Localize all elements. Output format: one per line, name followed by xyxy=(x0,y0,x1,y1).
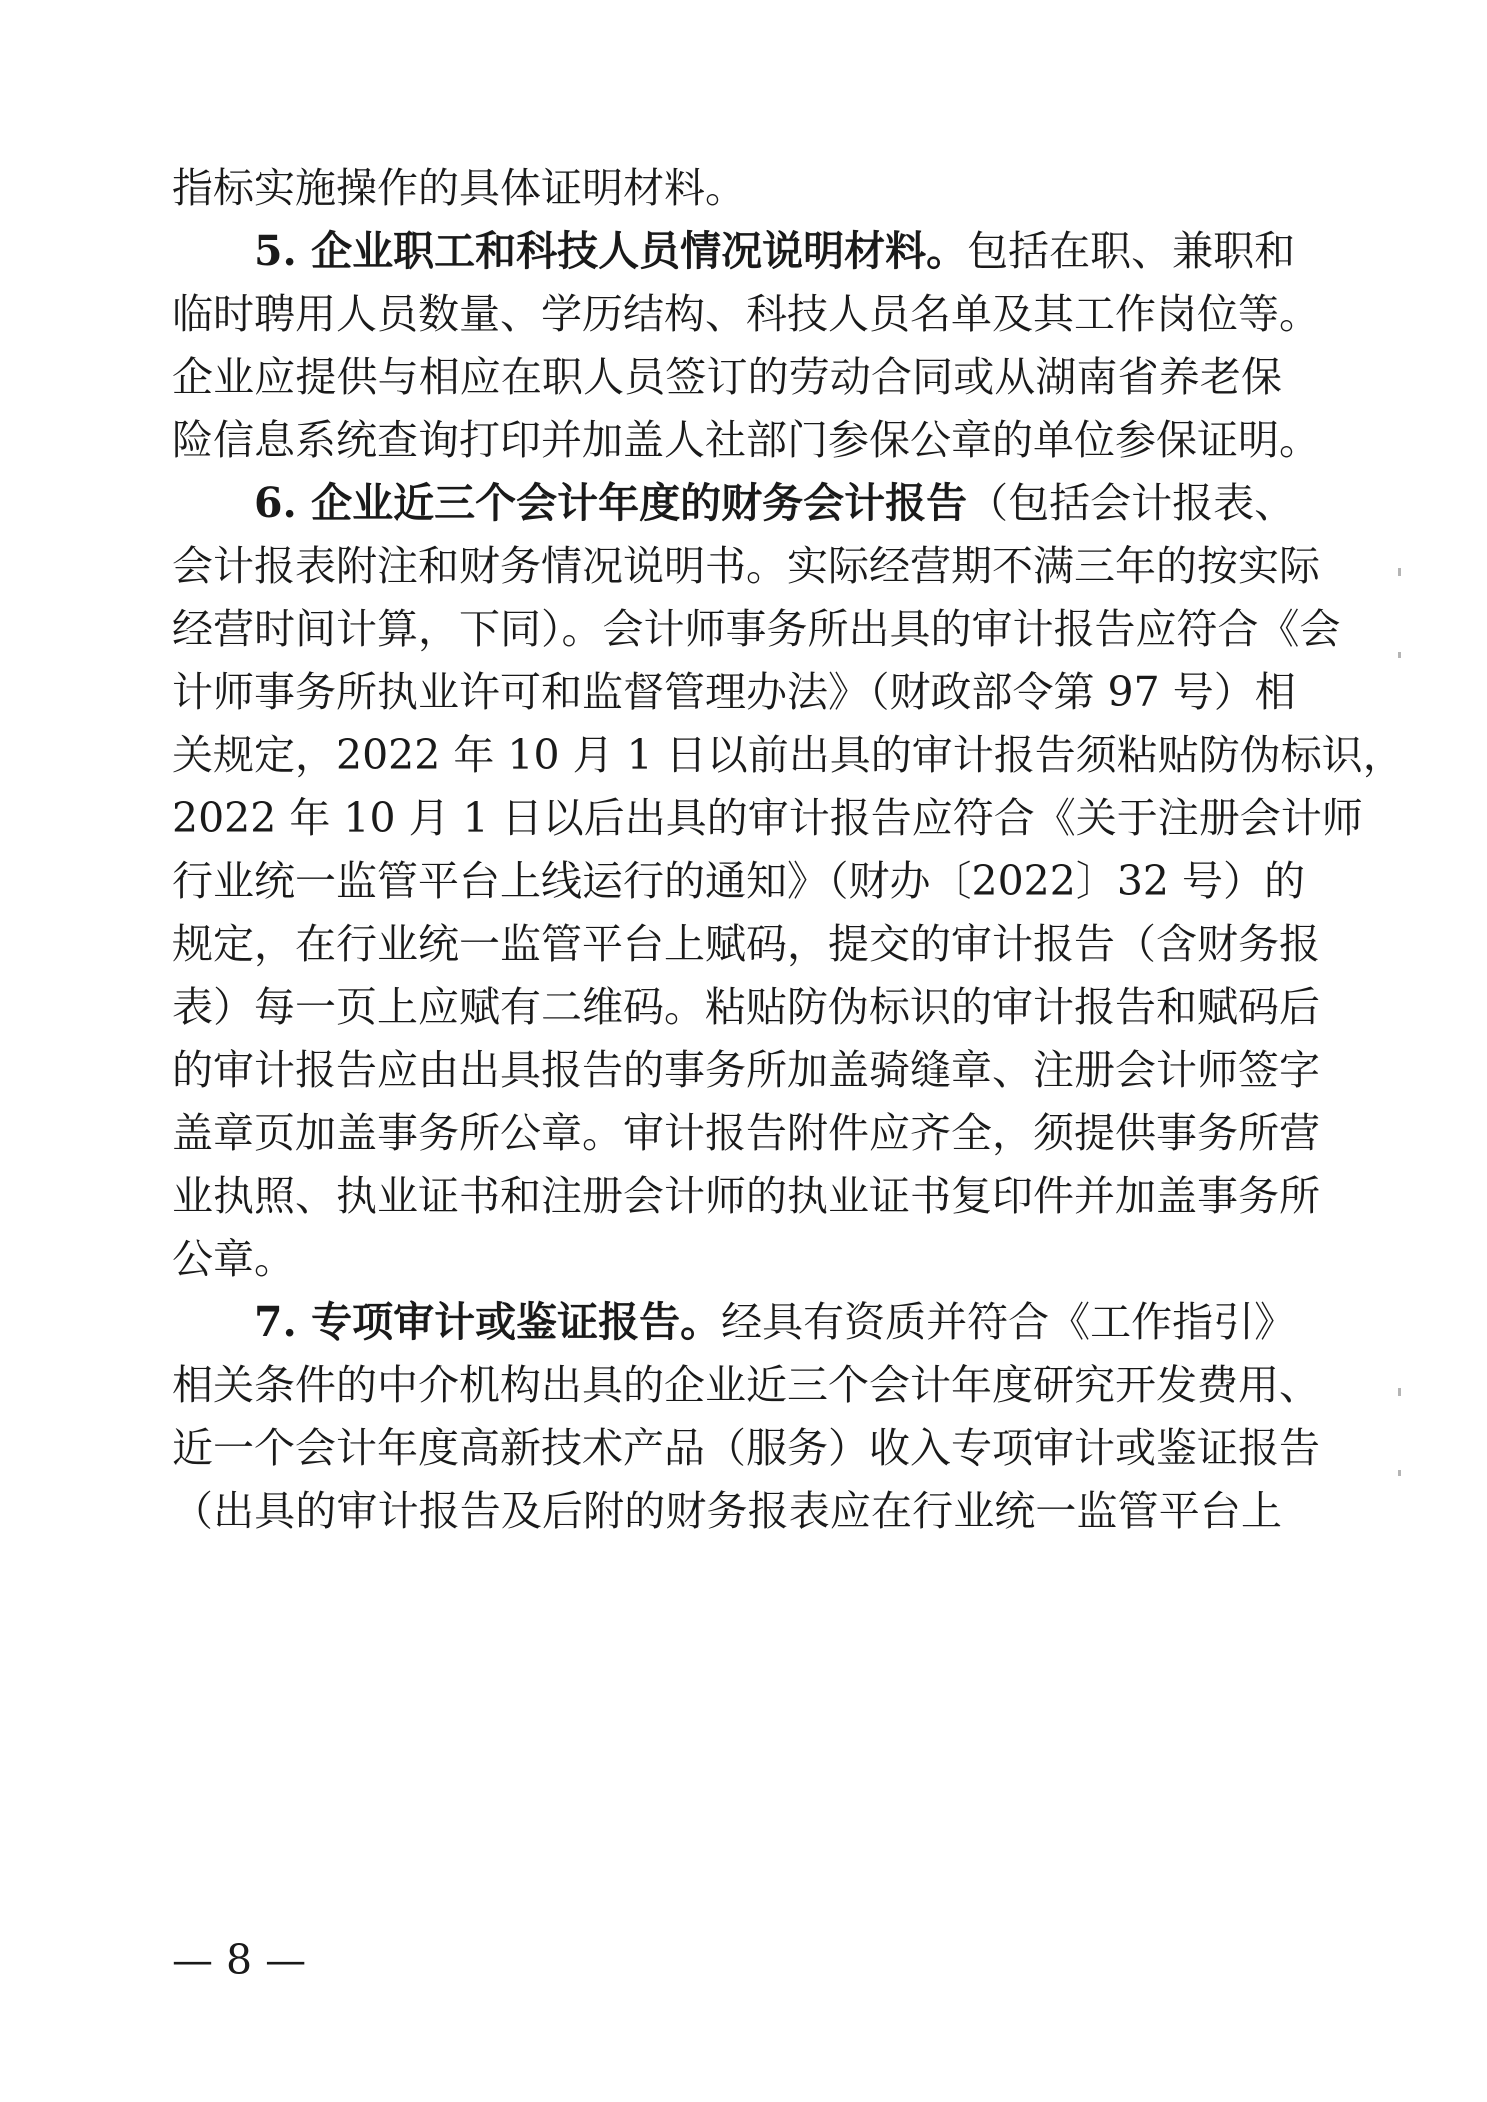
scan-mark xyxy=(1398,1470,1401,1476)
page-number: — 8 — xyxy=(172,1936,307,1984)
list-item-7-heading: 7. 专项审计或鉴证报告。经具有资质并符合《工作指引》 xyxy=(254,1298,1296,1346)
text-line: 业执照、执业证书和注册会计师的执业证书复印件并加盖事务所 xyxy=(172,1172,1320,1220)
text-line: 行业统一监管平台上线运行的通知》（财办〔2022〕32 号）的 xyxy=(172,857,1306,905)
text-line: 近一个会计年度高新技术产品（服务）收入专项审计或鉴证报告 xyxy=(172,1424,1320,1472)
text-line: 的审计报告应由出具报告的事务所加盖骑缝章、注册会计师签字 xyxy=(172,1046,1320,1094)
text-line: 关规定，2022 年 10 月 1 日以前出具的审计报告须粘贴防伪标识， xyxy=(172,731,1404,779)
text-line: 2022 年 10 月 1 日以后出具的审计报告应符合《关于注册会计师 xyxy=(172,794,1363,842)
text-line: 计师事务所执业许可和监督管理办法》（财政部令第 97 号）相 xyxy=(172,668,1296,716)
text-line: 企业应提供与相应在职人员签订的劳动合同或从湖南省养老保 xyxy=(172,353,1282,401)
text-line: 险信息系统查询打印并加盖人社部门参保公章的单位参保证明。 xyxy=(172,416,1320,464)
text-line: 表）每一页上应赋有二维码。粘贴防伪标识的审计报告和赋码后 xyxy=(172,983,1320,1031)
text-line: 相关条件的中介机构出具的企业近三个会计年度研究开发费用、 xyxy=(172,1361,1320,1409)
text-line: 盖章页加盖事务所公章。审计报告附件应齐全，须提供事务所营 xyxy=(172,1109,1320,1157)
item-heading: 7. 专项审计或鉴证报告。 xyxy=(254,1298,722,1346)
list-item-5-heading: 5. 企业职工和科技人员情况说明材料。包括在职、兼职和 xyxy=(254,227,1296,275)
text-line: 规定，在行业统一监管平台上赋码，提交的审计报告（含财务报 xyxy=(172,920,1320,968)
item-heading: 6. 企业近三个会计年度的财务会计报告 xyxy=(254,479,968,527)
text-line: 指标实施操作的具体证明材料。 xyxy=(172,164,746,212)
scan-mark xyxy=(1398,652,1401,658)
text-line: （出具的审计报告及后附的财务报表应在行业统一监管平台上 xyxy=(172,1487,1282,1535)
scan-mark xyxy=(1398,1388,1401,1396)
list-item-6-heading: 6. 企业近三个会计年度的财务会计报告（包括会计报表、 xyxy=(254,479,1296,527)
text-line: 经营时间计算，下同）。会计师事务所出具的审计报告应符合《会 xyxy=(172,605,1341,653)
item-heading: 5. 企业职工和科技人员情况说明材料。 xyxy=(254,227,968,275)
scan-mark xyxy=(1398,568,1401,576)
text-line: 公章。 xyxy=(172,1235,295,1283)
text-line: 会计报表附注和财务情况说明书。实际经营期不满三年的按实际 xyxy=(172,542,1320,590)
text-line: 临时聘用人员数量、学历结构、科技人员名单及其工作岗位等。 xyxy=(172,290,1320,338)
